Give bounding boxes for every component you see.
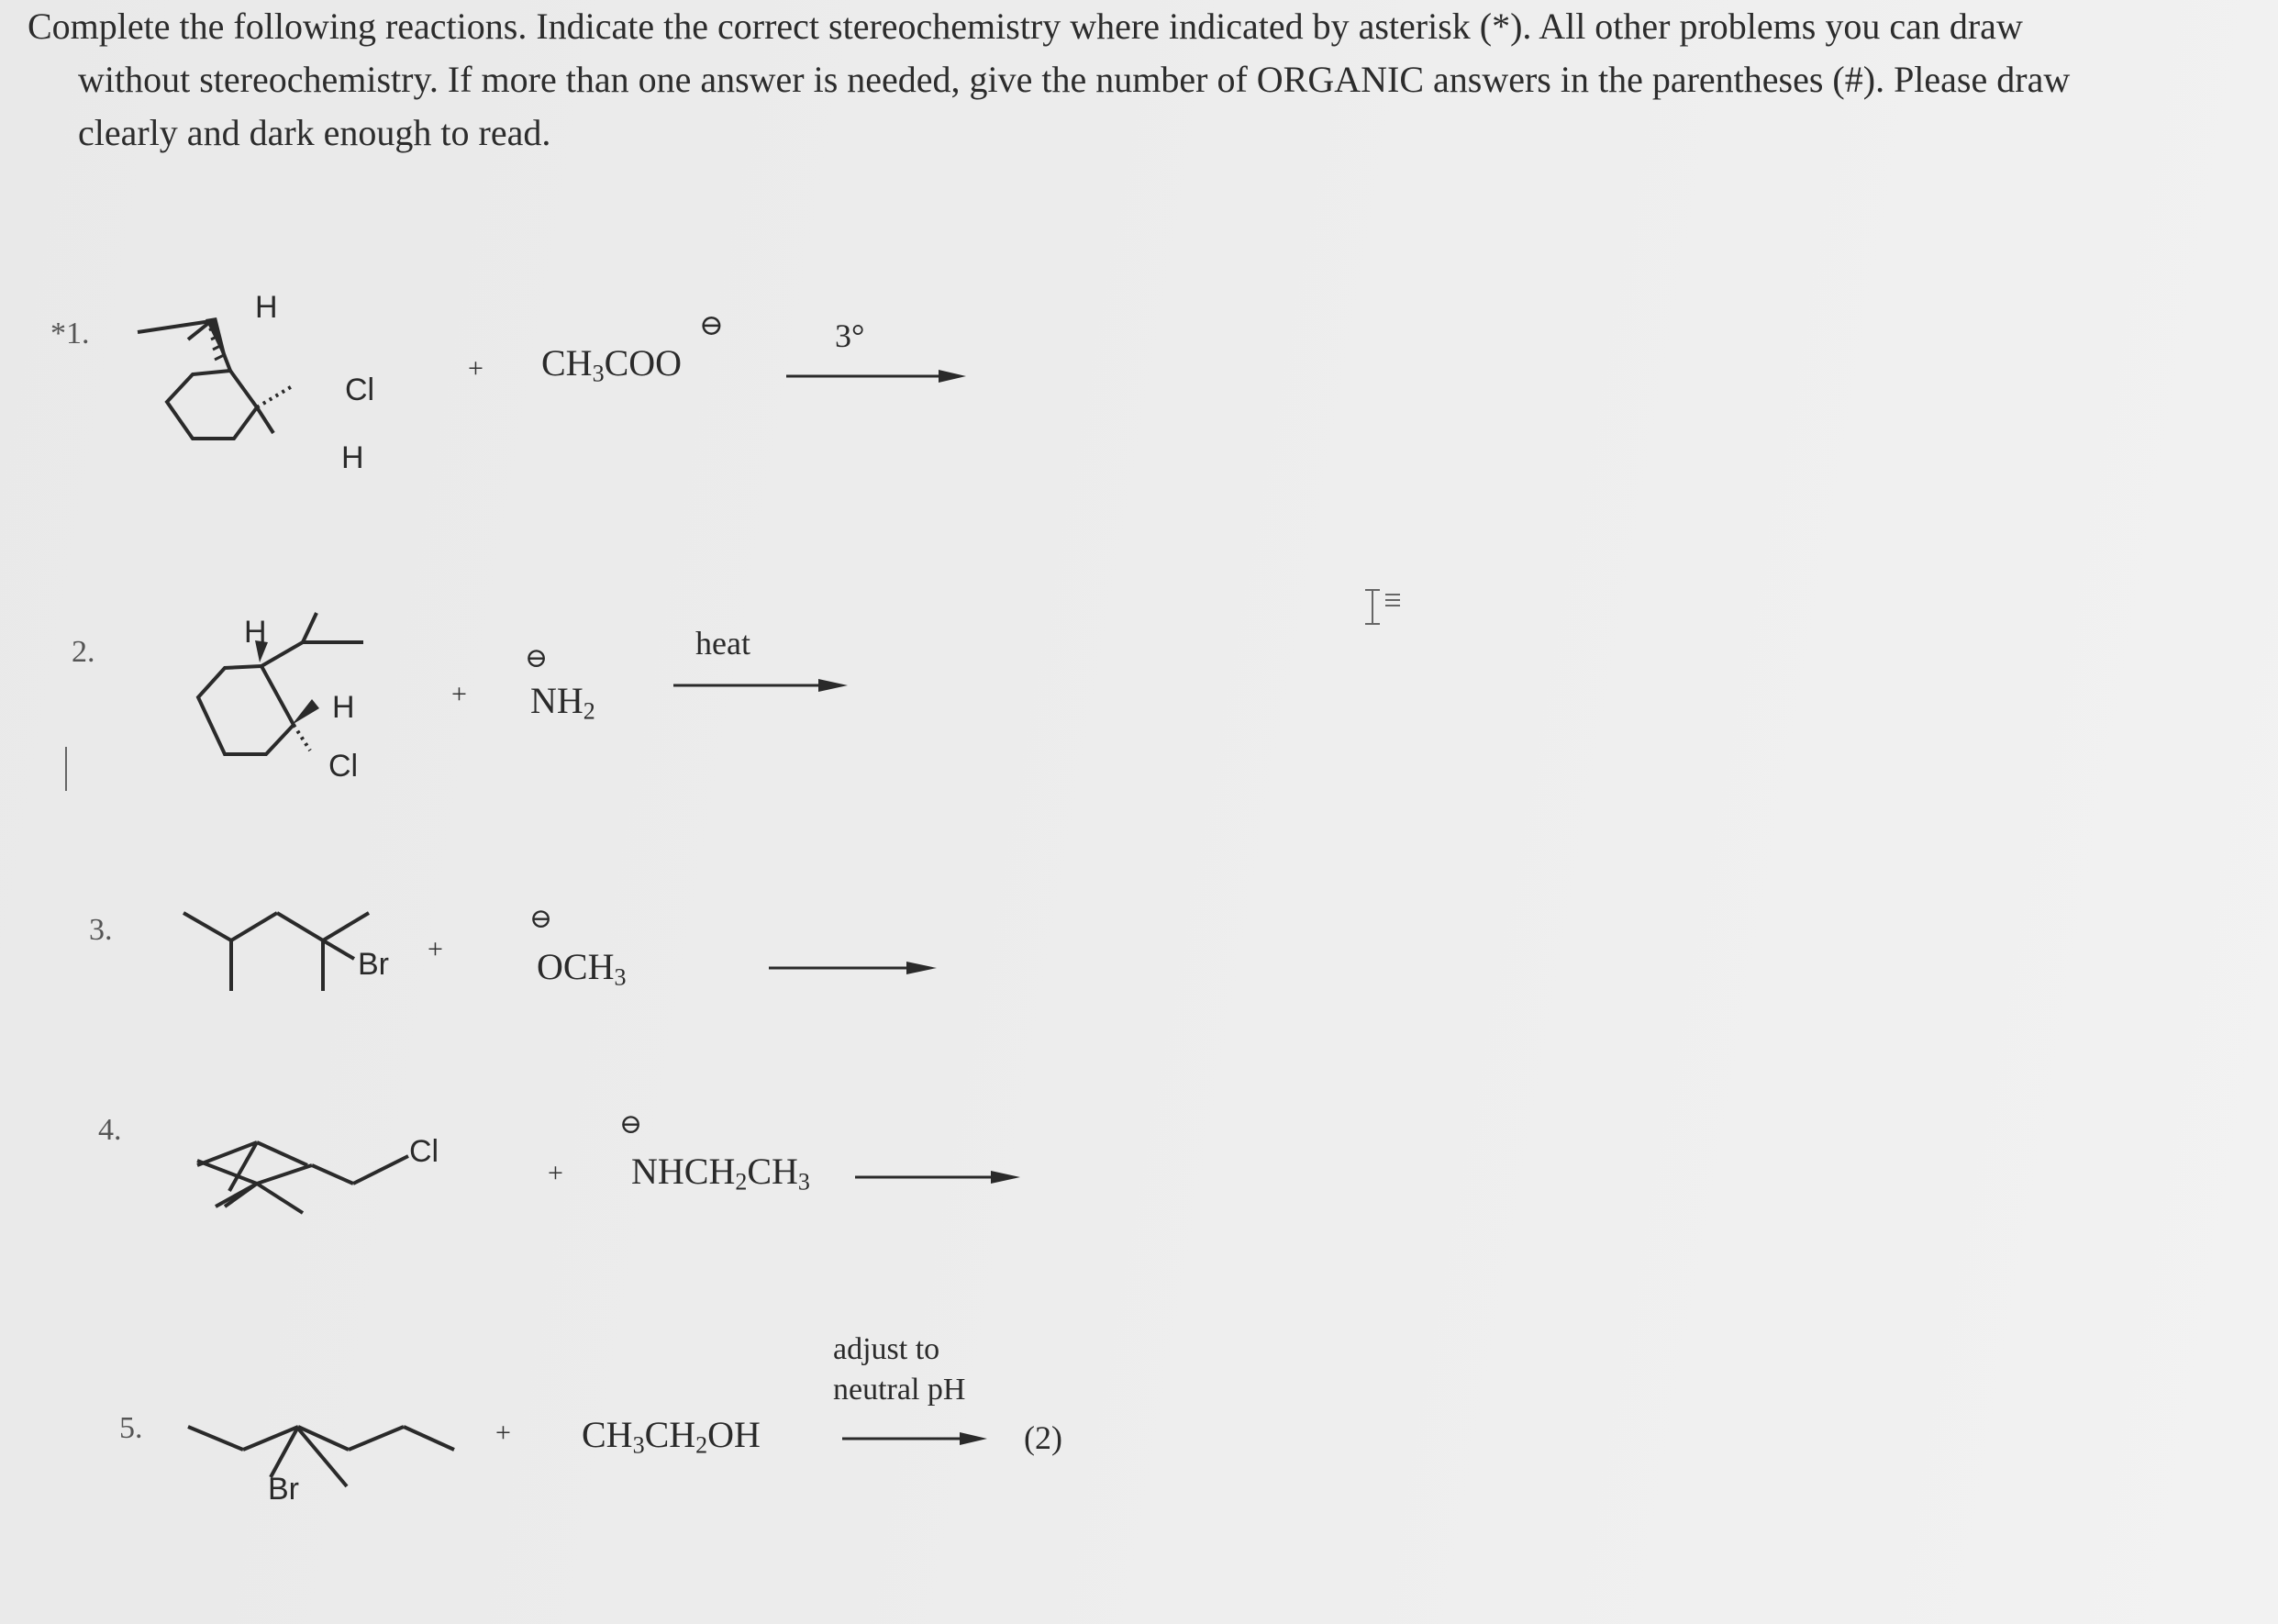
plus-sign: + — [495, 1418, 511, 1448]
reagent-text: OCH — [537, 946, 615, 987]
condition-above: heat — [695, 625, 750, 662]
plus-sign: + — [451, 679, 467, 709]
condition-above: 3° — [835, 317, 865, 354]
reaction-arrow — [840, 1425, 1006, 1452]
reagent-text: CH — [582, 1414, 633, 1455]
problem-number: 5. — [119, 1411, 143, 1445]
reaction-arrow — [767, 954, 950, 982]
text-cursor-icon — [1358, 587, 1413, 628]
charge-symbol: ⊖ — [525, 643, 549, 673]
reagent — [541, 341, 682, 388]
problem-number: 2. — [72, 635, 95, 669]
reagent-subscript: 2 — [735, 1168, 748, 1196]
reagent-text: NHCH — [631, 1151, 736, 1192]
reaction-arrow — [853, 1163, 1037, 1191]
plus-sign: + — [548, 1158, 563, 1188]
reagent-text: CH — [541, 342, 593, 384]
reaction-arrow — [784, 362, 968, 390]
reagent — [537, 945, 626, 992]
charge-symbol: ⊖ — [619, 1109, 643, 1140]
atom-label-cl: Cl — [409, 1134, 439, 1169]
reagent-subscript: 2 — [583, 697, 595, 725]
reagent — [530, 679, 595, 726]
reagent-subscript: 3 — [797, 1168, 810, 1196]
instruction-line-3: clearly and dark enough to read. — [78, 112, 551, 153]
plus-sign: + — [468, 353, 483, 384]
charge-symbol: ⊖ — [529, 904, 553, 934]
reagent-text: NH — [530, 680, 583, 721]
plus-sign: + — [428, 934, 443, 964]
atom-label-cl: Cl — [345, 373, 375, 407]
reagent-text: OH — [707, 1414, 761, 1455]
reagent-text: CH — [644, 1414, 696, 1455]
atom-label-br: Br — [358, 947, 389, 982]
reaction-arrow — [672, 672, 855, 699]
condition-above: adjust to — [833, 1332, 940, 1366]
instructions — [28, 0, 2248, 160]
reagent-subscript: 3 — [614, 963, 627, 991]
branch-bond — [211, 1156, 339, 1248]
condition-below: neutral pH — [833, 1373, 966, 1407]
reagent — [631, 1150, 810, 1196]
problem-number: 3. — [89, 913, 113, 947]
atom-label-h: H — [255, 290, 278, 325]
atom-label-h: H — [244, 615, 267, 650]
problem-number: 4. — [98, 1113, 122, 1147]
atom-label-h: H — [341, 440, 364, 475]
reagent-subscript: 3 — [592, 360, 605, 387]
reagent-subscript: 3 — [632, 1431, 645, 1459]
reagent-text: COO — [604, 342, 683, 384]
problem-number: *1. — [50, 317, 90, 350]
atom-label-br: Br — [268, 1472, 299, 1507]
instruction-line-2: without stereochemistry. If more than one answer is needed, give the number of ORGANIC answers in the parentheses (#). Please draw — [78, 59, 2071, 100]
charge-symbol: ⊖ — [699, 308, 724, 341]
atom-label-h: H — [332, 690, 355, 725]
reagent-subscript: 2 — [695, 1431, 708, 1459]
reagent — [582, 1413, 761, 1460]
answer-count[interactable]: (2) — [1024, 1419, 1062, 1456]
atom-label-cl: Cl — [328, 749, 359, 784]
reagent-text: CH — [747, 1151, 798, 1192]
cyclohexane-structure — [183, 596, 404, 780]
margin-mark — [55, 743, 92, 798]
instruction-line-1: Complete the following reactions. Indicate the correct stereochemistry where indicated by asterisk (*). All other problems you can draw — [28, 6, 2023, 47]
